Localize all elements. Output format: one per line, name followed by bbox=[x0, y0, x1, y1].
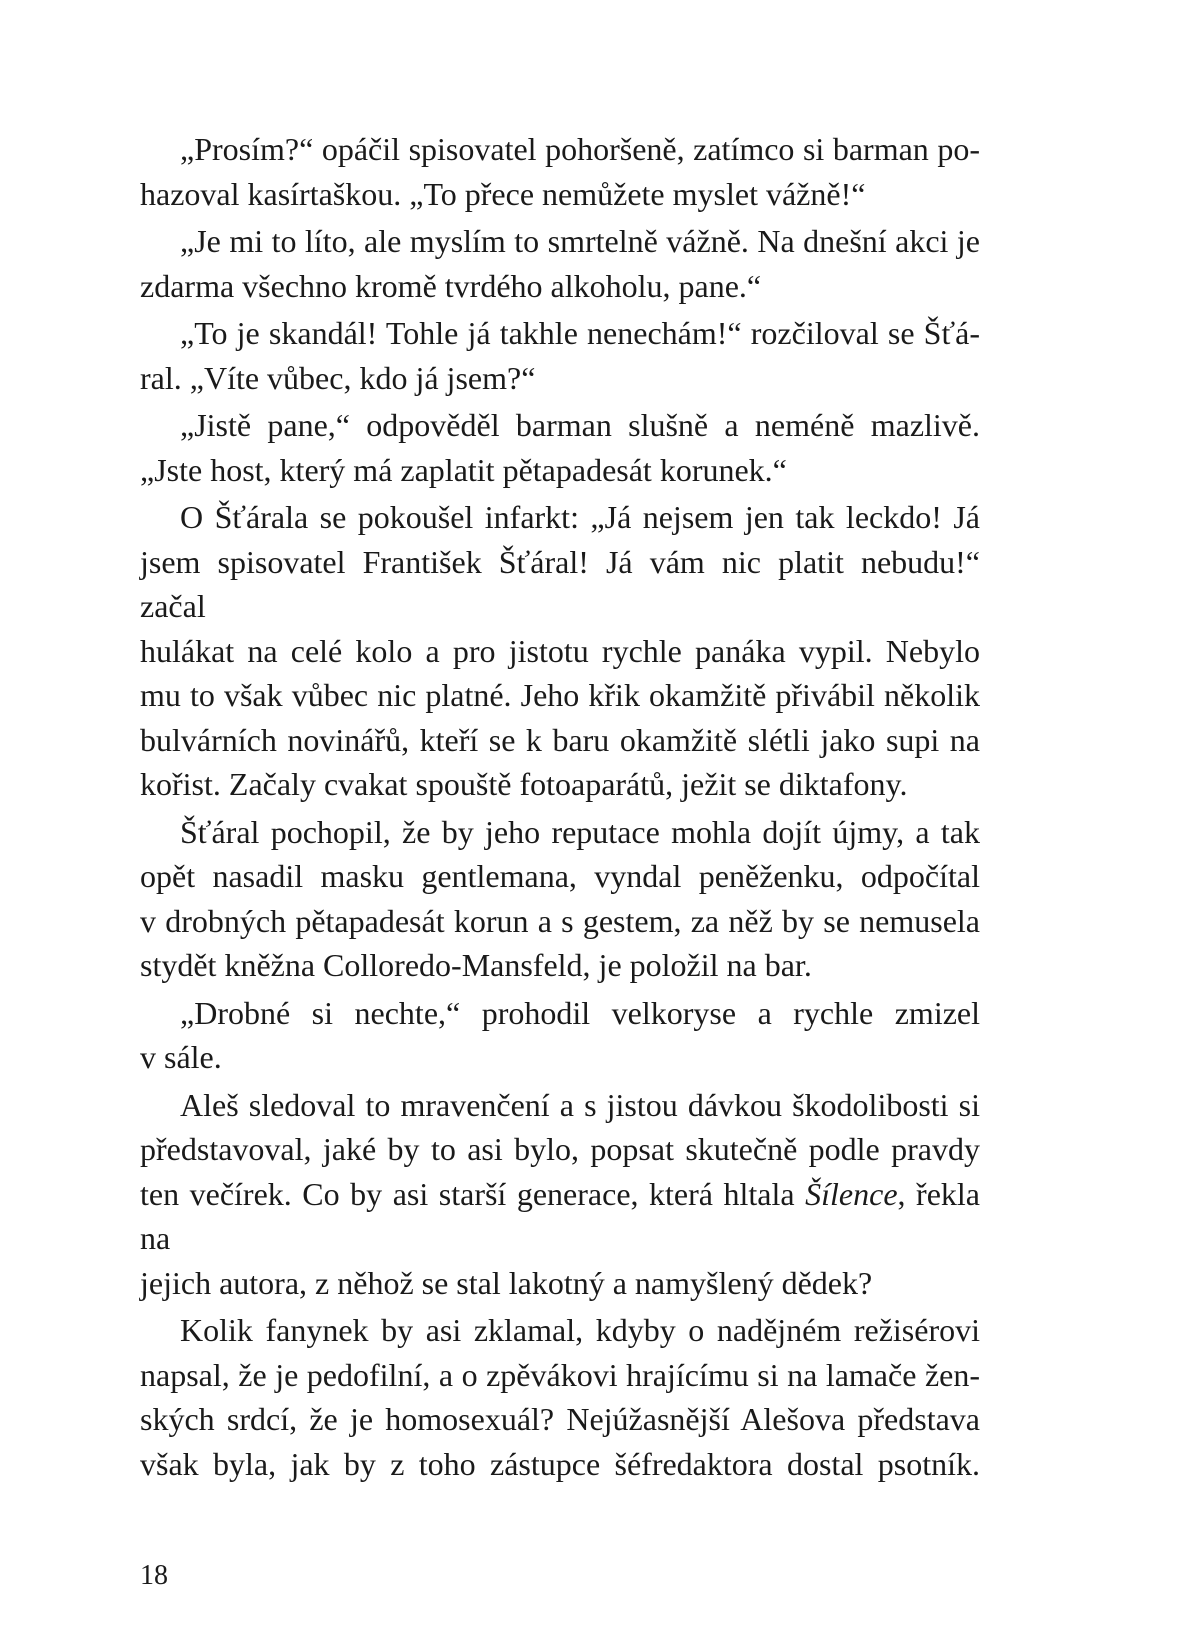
paragraph bbox=[140, 810, 980, 988]
paragraph bbox=[140, 311, 980, 400]
page-number: 18 bbox=[140, 1560, 168, 1591]
text-line: „To je skandál! Tohle já takhle nenechám!“ rozčiloval se Šťá- bbox=[180, 315, 980, 351]
text-line: hazoval kasírtaškou. „To přece nemůžete myslet vážně!“ bbox=[140, 175, 866, 212]
paragraph bbox=[140, 403, 980, 492]
text-line: v sále. bbox=[140, 1039, 222, 1075]
text-line: zdarma všechno kromě tvrdého alkoholu, pane.“ bbox=[140, 267, 762, 304]
paragraph bbox=[140, 495, 980, 807]
body-text bbox=[140, 127, 980, 1489]
text-line: opět nasadil masku gentlemana, vyndal peněženku, odpočítal bbox=[140, 858, 980, 894]
text-line: mu to však vůbec nic platné. Jeho křik okamžitě přivábil několik bbox=[140, 677, 980, 713]
text-line: ral. „Víte vůbec, kdo já jsem?“ bbox=[140, 359, 536, 396]
text-line: kořist. Začaly cvakat spouště fotoaparátů, ježit se diktafony. bbox=[140, 766, 908, 802]
text-line: „Jistě pane,“ odpověděl barman slušně a neméně mazlivě. bbox=[180, 407, 980, 443]
text-line: „Je mi to líto, ale myslím to smrtelně vážně. Na dnešní akci je bbox=[180, 223, 980, 259]
text-line: v drobných pětapadesát korun a s gestem, za něž by se nemusela bbox=[140, 902, 980, 939]
paragraph bbox=[140, 1308, 980, 1486]
paragraph bbox=[140, 991, 980, 1080]
text-line: „Jste host, který má zaplatit pětapadesát korunek.“ bbox=[140, 451, 787, 488]
text-line: hulákat na celé kolo a pro jistotu rychle panáka vypil. Nebylo bbox=[140, 632, 980, 669]
text-line: představoval, jaké by to asi bylo, popsat skutečně podle pravdy bbox=[140, 1131, 980, 1167]
text-line: jejich autora, z něhož se stal lakotný a namyšlený dědek? bbox=[140, 1264, 873, 1301]
italic-title: Šílence bbox=[805, 1175, 898, 1212]
text-line: ten večírek. Co by asi starší generace, která hltala Šílence, řekla na bbox=[140, 1175, 981, 1256]
text-line: jsem spisovatel František Šťáral! Já vám nic platit nebudu!“ začal bbox=[140, 543, 980, 624]
text-line: však byla, jak by z toho zástupce šéfredaktora dostal psotník. bbox=[140, 1445, 980, 1482]
text-line: Šťáral pochopil, že by jeho reputace mohla dojít újmy, a tak bbox=[180, 813, 980, 850]
text-line: „Prosím?“ opáčil spisovatel pohoršeně, zatímco si barman po- bbox=[180, 131, 980, 167]
paragraph bbox=[140, 1083, 980, 1306]
text-line: Aleš sledoval to mravenčení a s jistou dávkou škodolibosti si bbox=[180, 1086, 980, 1123]
text-line: Kolik fanynek by asi zklamal, kdyby o nadějném režisérovi bbox=[180, 1312, 980, 1348]
text-line: stydět kněžna Colloredo-Mansfeld, je položil na bar. bbox=[140, 947, 812, 983]
text-line: bulvárních novinářů, kteří se k baru okamžitě slétli jako supi na bbox=[140, 721, 980, 758]
paragraph bbox=[140, 127, 980, 216]
text-line: „Drobné si nechte,“ prohodil velkoryse a rychle zmizel bbox=[180, 994, 980, 1031]
paragraph bbox=[140, 219, 980, 308]
text-line: napsal, že je pedofilní, a o zpěvákovi hrajícímu si na lamače žen- bbox=[140, 1356, 980, 1393]
text-line: ských srdcí, že je homosexuál? Nejúžasnější Alešova představa bbox=[140, 1401, 980, 1437]
text-line: O Šťárala se pokoušel infarkt: „Já nejsem jen tak leckdo! Já bbox=[180, 499, 980, 535]
